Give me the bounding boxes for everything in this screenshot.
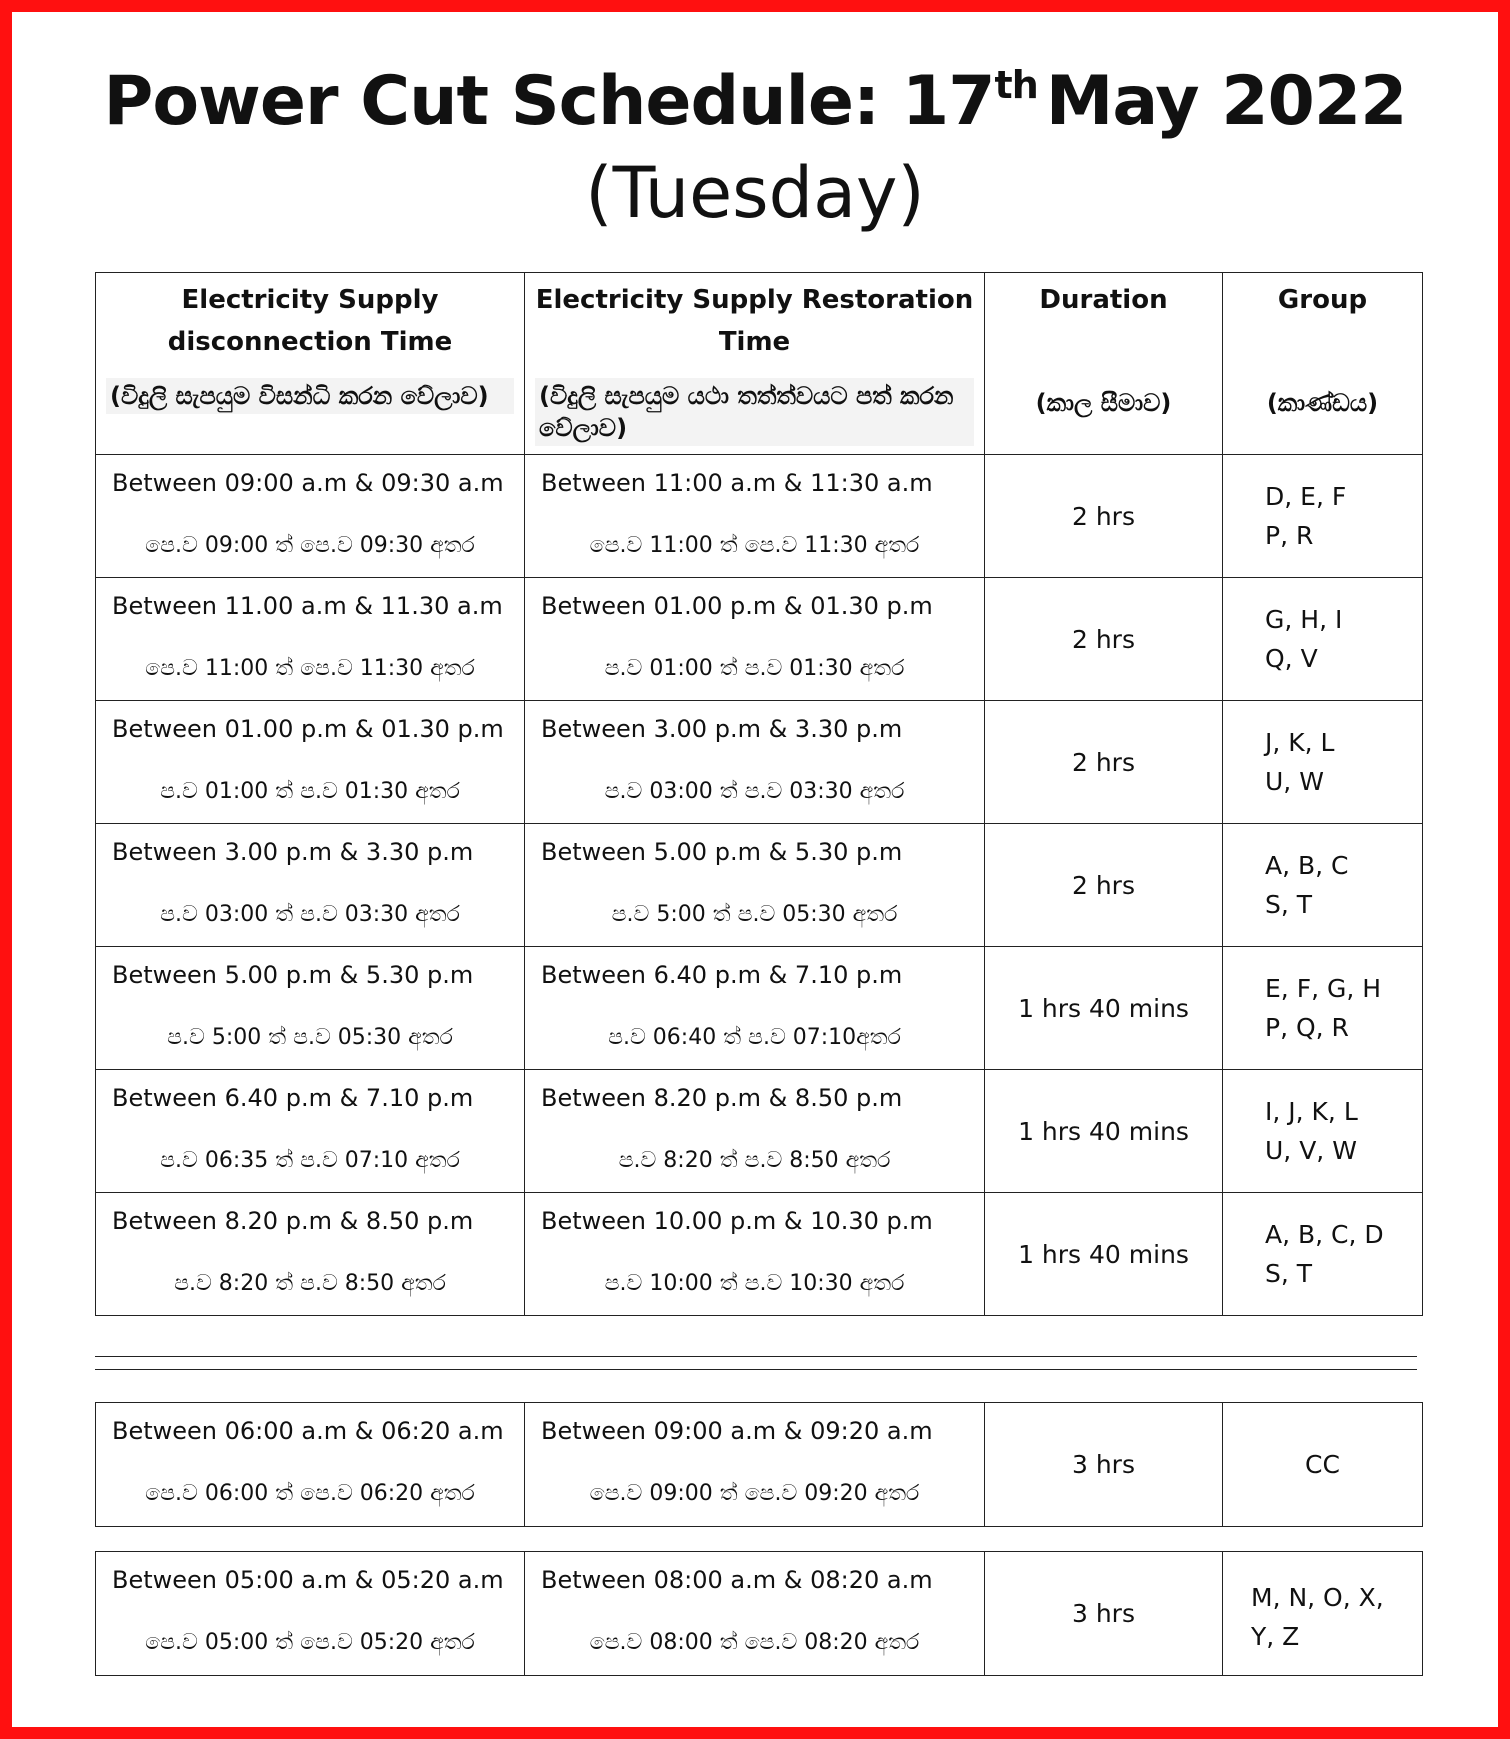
header-duration [985, 273, 1223, 455]
group-cell [1223, 578, 1423, 701]
cc-restoration-si: පෙ.ව 09:00 ත් පෙ.ව 09:20 අතර [589, 1481, 920, 1506]
duration-cell [985, 701, 1223, 824]
group-cell [1223, 824, 1423, 947]
group-cell [1223, 701, 1423, 824]
cc-schedule-table [95, 1402, 1423, 1527]
schedule-table [95, 272, 1423, 1316]
disconnection-time-si: පෙ.ව 09:00 ත් පෙ.ව 09:30 අතර [145, 533, 475, 558]
restoration-time-en: Between 11:00 a.m & 11:30 a.m [541, 469, 933, 497]
duration-cell [985, 824, 1223, 947]
restoration-time-si: ප.ව 10:00 ත් ප.ව 10:30 අතර [604, 1271, 905, 1296]
group-cell [1223, 947, 1423, 1070]
group-value: G, H, I Q, V [1265, 605, 1343, 673]
header-disconnection-si: (විදුලි සැපයුම විසන්ධි කරන වේලාව) [106, 378, 514, 414]
group-value: A, B, C, D S, T [1265, 1220, 1384, 1288]
header-duration-en: Duration [1039, 285, 1168, 315]
restoration-time-si: ප.ව 01:00 ත් ප.ව 01:30 අතර [604, 656, 905, 681]
table-row [96, 1070, 1423, 1193]
restoration-cell [525, 455, 985, 578]
disconnection-cell [96, 701, 525, 824]
title-main: Power Cut Schedule: 17 [103, 62, 995, 141]
header-duration-si: (කාල සීමාව) [1035, 389, 1172, 417]
table-row [96, 824, 1423, 947]
disconnection-time-si: ප.ව 03:00 ත් ප.ව 03:30 අතර [160, 902, 460, 927]
duration-cell [985, 455, 1223, 578]
disconnection-cell [96, 1193, 525, 1316]
restoration-time-en: Between 3.00 p.m & 3.30 p.m [541, 715, 903, 743]
header-restoration-en: Electricity Supply Restoration Time [535, 285, 974, 357]
disconnection-cell [96, 1070, 525, 1193]
table-row [96, 947, 1423, 1070]
duration-cell [985, 1193, 1223, 1316]
disconnection-time-si: පෙ.ව 11:00 ත් පෙ.ව 11:30 අතර [145, 656, 475, 681]
table-header-row [96, 273, 1423, 455]
table-row-mnoxyz [96, 1552, 1423, 1676]
table-row [96, 455, 1423, 578]
last-group-cell [1223, 1552, 1423, 1676]
restoration-cell [525, 947, 985, 1070]
group-cell [1223, 455, 1423, 578]
table-row [96, 701, 1423, 824]
restoration-cell [525, 1070, 985, 1193]
last-disconnection-cell [96, 1552, 525, 1676]
restoration-time-en: Between 10.00 p.m & 10.30 p.m [541, 1207, 933, 1235]
duration-value: 1 hrs 40 mins [1018, 1116, 1189, 1146]
disconnection-cell [96, 578, 525, 701]
group-cell [1223, 1193, 1423, 1316]
title-rest: May 2022 [1045, 62, 1407, 141]
disconnection-time-en: Between 8.20 p.m & 8.50 p.m [112, 1207, 474, 1235]
group-value: J, K, L U, W [1265, 728, 1335, 796]
disconnection-time-en: Between 5.00 p.m & 5.30 p.m [112, 961, 474, 989]
restoration-cell [525, 1193, 985, 1316]
separator-line-bottom [95, 1369, 1417, 1370]
duration-cell [985, 947, 1223, 1070]
disconnection-cell [96, 824, 525, 947]
restoration-time-si: ප.ව 8:20 ත් ප.ව 8:50 අතර [618, 1148, 891, 1173]
restoration-cell [525, 578, 985, 701]
cc-duration: 3 hrs [1071, 1450, 1135, 1479]
page-title [0, 62, 1510, 142]
header-group-en: Group [1277, 285, 1368, 315]
restoration-time-en: Between 6.40 p.m & 7.10 p.m [541, 961, 903, 989]
cc-disconnection-si: පෙ.ව 06:00 ත් පෙ.ව 06:20 අතර [145, 1481, 475, 1506]
cc-restoration-en: Between 09:00 a.m & 09:20 a.m [541, 1417, 933, 1445]
header-restoration-si: (විදුලි සැපයුම යථා තත්ත්වයට පත් කරන වේලාව) [535, 378, 974, 446]
disconnection-time-si: ප.ව 01:00 ත් ප.ව 01:30 අතර [160, 779, 460, 804]
duration-cell [985, 578, 1223, 701]
cc-duration-cell [985, 1403, 1223, 1527]
schedule-body [96, 455, 1423, 1316]
last-group: M, N, O, X, Y, Z [1251, 1583, 1384, 1651]
cc-group-cell [1223, 1403, 1423, 1527]
disconnection-time-en: Between 01.00 p.m & 01.30 p.m [112, 715, 504, 743]
disconnection-time-en: Between 6.40 p.m & 7.10 p.m [112, 1084, 474, 1112]
restoration-time-en: Between 8.20 p.m & 8.50 p.m [541, 1084, 903, 1112]
cc-disconnection-cell [96, 1403, 525, 1527]
disconnection-time-en: Between 09:00 a.m & 09:30 a.m [112, 469, 504, 497]
disconnection-cell [96, 947, 525, 1070]
restoration-time-si: පෙ.ව 11:00 ත් පෙ.ව 11:30 අතර [589, 533, 920, 558]
disconnection-time-si: ප.ව 5:00 ත් ප.ව 05:30 අතර [167, 1025, 453, 1050]
duration-value: 1 hrs 40 mins [1018, 993, 1189, 1023]
last-restoration-si: පෙ.ව 08:00 ත් පෙ.ව 08:20 අතර [589, 1630, 920, 1655]
last-disconnection-en: Between 05:00 a.m & 05:20 a.m [112, 1566, 504, 1594]
restoration-time-si: ප.ව 03:00 ත් ප.ව 03:30 අතර [604, 779, 905, 804]
header-group [1223, 273, 1423, 455]
restoration-cell [525, 701, 985, 824]
cc-restoration-cell [525, 1403, 985, 1527]
last-disconnection-si: පෙ.ව 05:00 ත් පෙ.ව 05:20 අතර [145, 1630, 475, 1655]
group-value: A, B, C S, T [1265, 851, 1349, 919]
group-value: I, J, K, L U, V, W [1265, 1097, 1358, 1165]
restoration-time-en: Between 5.00 p.m & 5.30 p.m [541, 838, 903, 866]
disconnection-time-si: ප.ව 8:20 ත් ප.ව 8:50 අතර [174, 1271, 446, 1296]
duration-cell [985, 1070, 1223, 1193]
last-duration-cell [985, 1552, 1223, 1676]
disconnection-time-en: Between 11.00 a.m & 11.30 a.m [112, 592, 503, 620]
duration-value: 2 hrs [1071, 870, 1135, 900]
header-disconnection-en: Electricity Supply disconnection Time [167, 285, 453, 357]
disconnection-time-si: ප.ව 06:35 ත් ප.ව 07:10 අතර [160, 1148, 460, 1173]
last-restoration-en: Between 08:00 a.m & 08:20 a.m [541, 1566, 933, 1594]
restoration-time-si: ප.ව 06:40 ත් ප.ව 07:10අතර [608, 1025, 901, 1050]
restoration-time-si: ප.ව 5:00 ත් ප.ව 05:30 අතර [611, 902, 898, 927]
duration-value: 2 hrs [1071, 747, 1135, 777]
header-disconnection-time [96, 273, 525, 455]
table-row-cc [96, 1403, 1423, 1527]
table-row [96, 578, 1423, 701]
separator-line-top [95, 1356, 1417, 1357]
duration-value: 1 hrs 40 mins [1018, 1239, 1189, 1269]
disconnection-time-en: Between 3.00 p.m & 3.30 p.m [112, 838, 474, 866]
group-value: D, E, F P, R [1265, 482, 1347, 550]
cc-disconnection-en: Between 06:00 a.m & 06:20 a.m [112, 1417, 504, 1445]
restoration-cell [525, 824, 985, 947]
header-group-si: (කාණ්ඩය) [1266, 389, 1379, 417]
duration-value: 2 hrs [1071, 501, 1135, 531]
group-value: E, F, G, H P, Q, R [1265, 974, 1382, 1042]
group-cell [1223, 1070, 1423, 1193]
cc-group: CC [1305, 1450, 1340, 1479]
disconnection-cell [96, 455, 525, 578]
last-duration: 3 hrs [1071, 1599, 1135, 1628]
header-restoration-time [525, 273, 985, 455]
restoration-time-en: Between 01.00 p.m & 01.30 p.m [541, 592, 933, 620]
title-superscript: th [994, 63, 1038, 107]
mnoxyz-schedule-table [95, 1551, 1423, 1676]
duration-value: 2 hrs [1071, 624, 1135, 654]
last-restoration-cell [525, 1552, 985, 1676]
page-subtitle: (Tuesday) [585, 152, 925, 234]
table-row [96, 1193, 1423, 1316]
